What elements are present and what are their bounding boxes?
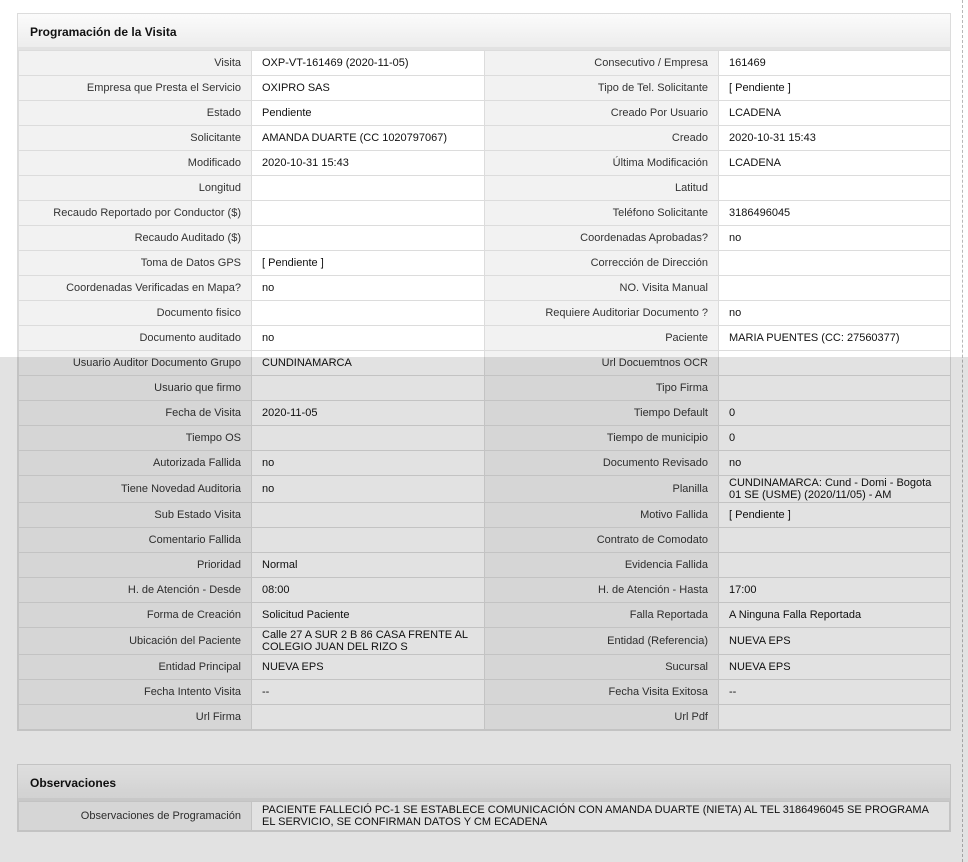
field-value: 17:00 xyxy=(719,578,951,603)
field-value: no xyxy=(719,226,951,251)
field-label: Entidad Principal xyxy=(19,655,252,680)
field-label: Tipo Firma xyxy=(485,376,719,401)
field-value: Normal xyxy=(252,553,485,578)
field-label: H. de Atención - Hasta xyxy=(485,578,719,603)
detail-row xyxy=(19,76,951,101)
field-value: MARIA PUENTES (CC: 27560377) xyxy=(719,326,951,351)
field-value: [ Pendiente ] xyxy=(719,76,951,101)
field-value: 2020-10-31 15:43 xyxy=(719,126,951,151)
field-value xyxy=(252,301,485,326)
field-label: Recaudo Auditado ($) xyxy=(19,226,252,251)
field-value xyxy=(252,528,485,553)
field-label: Documento auditado xyxy=(19,326,252,351)
field-value: CUNDINAMARCA xyxy=(252,351,485,376)
field-label: Falla Reportada xyxy=(485,603,719,628)
detail-row xyxy=(19,201,951,226)
field-label: Coordenadas Aprobadas? xyxy=(485,226,719,251)
field-value: NUEVA EPS xyxy=(719,655,951,680)
field-value: 0 xyxy=(719,426,951,451)
observations-panel-title: Observaciones xyxy=(18,765,950,801)
field-label: Usuario Auditor Documento Grupo xyxy=(19,351,252,376)
detail-row xyxy=(19,301,951,326)
field-value: no xyxy=(252,476,485,503)
field-value: no xyxy=(719,301,951,326)
field-label: Usuario que firmo xyxy=(19,376,252,401)
detail-row xyxy=(19,426,951,451)
field-value xyxy=(719,553,951,578)
field-value: no xyxy=(719,451,951,476)
field-value xyxy=(252,226,485,251)
detail-row xyxy=(19,628,951,655)
detail-row xyxy=(19,226,951,251)
detail-row xyxy=(19,655,951,680)
field-value: [ Pendiente ] xyxy=(719,503,951,528)
field-label: Creado xyxy=(485,126,719,151)
field-value: OXIPRO SAS xyxy=(252,76,485,101)
visit-details-table xyxy=(18,50,951,730)
field-value: no xyxy=(252,451,485,476)
field-value xyxy=(252,176,485,201)
field-label: Tiempo OS xyxy=(19,426,252,451)
field-label: Longitud xyxy=(19,176,252,201)
field-value: AMANDA DUARTE (CC 1020797067) xyxy=(252,126,485,151)
detail-row xyxy=(19,176,951,201)
field-label: Tipo de Tel. Solicitante xyxy=(485,76,719,101)
field-value: LCADENA xyxy=(719,101,951,126)
field-value xyxy=(719,276,951,301)
detail-row xyxy=(19,553,951,578)
detail-row xyxy=(19,376,951,401)
observations-label: Observaciones de Programación xyxy=(19,802,252,831)
detail-row xyxy=(19,528,951,553)
field-value: NUEVA EPS xyxy=(719,628,951,655)
field-value xyxy=(252,201,485,226)
field-label: Teléfono Solicitante xyxy=(485,201,719,226)
field-value xyxy=(719,376,951,401)
field-label: Sub Estado Visita xyxy=(19,503,252,528)
field-label: Estado xyxy=(19,101,252,126)
field-label: Fecha de Visita xyxy=(19,401,252,426)
detail-row xyxy=(19,276,951,301)
field-value xyxy=(719,528,951,553)
field-label: Entidad (Referencia) xyxy=(485,628,719,655)
detail-row xyxy=(19,503,951,528)
field-value: no xyxy=(252,326,485,351)
field-label: Contrato de Comodato xyxy=(485,528,719,553)
detail-row xyxy=(19,51,951,76)
detail-row xyxy=(19,476,951,503)
field-value: 3186496045 xyxy=(719,201,951,226)
field-label: Tiempo de municipio xyxy=(485,426,719,451)
detail-row xyxy=(19,101,951,126)
field-label: Recaudo Reportado por Conductor ($) xyxy=(19,201,252,226)
field-value xyxy=(719,251,951,276)
observations-row xyxy=(19,802,950,831)
detail-row xyxy=(19,705,951,730)
field-value: Calle 27 A SUR 2 B 86 CASA FRENTE AL COLEGIO JUAN DEL RIZO S xyxy=(252,628,485,655)
field-value: 161469 xyxy=(719,51,951,76)
detail-row xyxy=(19,251,951,276)
field-label: Autorizada Fallida xyxy=(19,451,252,476)
field-label: Paciente xyxy=(485,326,719,351)
field-label: Forma de Creación xyxy=(19,603,252,628)
field-label: Creado Por Usuario xyxy=(485,101,719,126)
field-label: Url Docuemtnos OCR xyxy=(485,351,719,376)
field-value: Solicitud Paciente xyxy=(252,603,485,628)
field-value: 08:00 xyxy=(252,578,485,603)
field-value: -- xyxy=(719,680,951,705)
detail-row xyxy=(19,326,951,351)
field-label: Fecha Visita Exitosa xyxy=(485,680,719,705)
field-value: CUNDINAMARCA: Cund - Domi - Bogota 01 SE (USME) (2020/11/05) - AM xyxy=(719,476,951,503)
field-value: no xyxy=(252,276,485,301)
field-label: NO. Visita Manual xyxy=(485,276,719,301)
field-value: 2020-11-05 xyxy=(252,401,485,426)
page-edge-divider xyxy=(962,0,963,862)
field-label: Documento fisico xyxy=(19,301,252,326)
field-label: Corrección de Dirección xyxy=(485,251,719,276)
field-value xyxy=(719,176,951,201)
visit-programming-panel xyxy=(17,13,951,731)
field-value xyxy=(719,705,951,730)
field-label: Url Pdf xyxy=(485,705,719,730)
field-label: Evidencia Fallida xyxy=(485,553,719,578)
field-value: -- xyxy=(252,680,485,705)
field-label: Fecha Intento Visita xyxy=(19,680,252,705)
detail-row xyxy=(19,680,951,705)
field-label: H. de Atención - Desde xyxy=(19,578,252,603)
field-label: Prioridad xyxy=(19,553,252,578)
field-value: OXP-VT-161469 (2020-11-05) xyxy=(252,51,485,76)
field-label: Tiempo Default xyxy=(485,401,719,426)
field-value: LCADENA xyxy=(719,151,951,176)
field-value: A Ninguna Falla Reportada xyxy=(719,603,951,628)
field-label: Url Firma xyxy=(19,705,252,730)
field-label: Latitud xyxy=(485,176,719,201)
observations-value: PACIENTE FALLECIÓ PC-1 SE ESTABLECE COMUNICACIÓN CON AMANDA DUARTE (NIETA) AL TEL 3186496045 SE PROGRAMA EL SERVICIO, SE CONFIRMAN DATOS Y CM ECADENA xyxy=(252,802,950,831)
field-label: Motivo Fallida xyxy=(485,503,719,528)
visit-panel-title: Programación de la Visita xyxy=(18,14,950,50)
field-label: Visita xyxy=(19,51,252,76)
field-label: Empresa que Presta el Servicio xyxy=(19,76,252,101)
field-value xyxy=(252,503,485,528)
field-label: Solicitante xyxy=(19,126,252,151)
field-label: Comentario Fallida xyxy=(19,528,252,553)
field-value xyxy=(719,351,951,376)
field-value: NUEVA EPS xyxy=(252,655,485,680)
detail-row xyxy=(19,603,951,628)
detail-row xyxy=(19,578,951,603)
field-label: Última Modificación xyxy=(485,151,719,176)
observations-table xyxy=(18,801,950,831)
detail-row xyxy=(19,151,951,176)
field-value xyxy=(252,705,485,730)
field-label: Tiene Novedad Auditoria xyxy=(19,476,252,503)
field-value: 2020-10-31 15:43 xyxy=(252,151,485,176)
field-label: Documento Revisado xyxy=(485,451,719,476)
field-value xyxy=(252,426,485,451)
field-label: Toma de Datos GPS xyxy=(19,251,252,276)
field-label: Consecutivo / Empresa xyxy=(485,51,719,76)
field-label: Requiere Auditoriar Documento ? xyxy=(485,301,719,326)
field-label: Ubicación del Paciente xyxy=(19,628,252,655)
detail-row xyxy=(19,126,951,151)
detail-row xyxy=(19,401,951,426)
field-label: Modificado xyxy=(19,151,252,176)
field-label: Planilla xyxy=(485,476,719,503)
detail-row xyxy=(19,351,951,376)
detail-row xyxy=(19,451,951,476)
field-label: Coordenadas Verificadas en Mapa? xyxy=(19,276,252,301)
observations-panel xyxy=(17,764,951,832)
field-label: Sucursal xyxy=(485,655,719,680)
field-value: Pendiente xyxy=(252,101,485,126)
field-value xyxy=(252,376,485,401)
field-value: 0 xyxy=(719,401,951,426)
field-value: [ Pendiente ] xyxy=(252,251,485,276)
